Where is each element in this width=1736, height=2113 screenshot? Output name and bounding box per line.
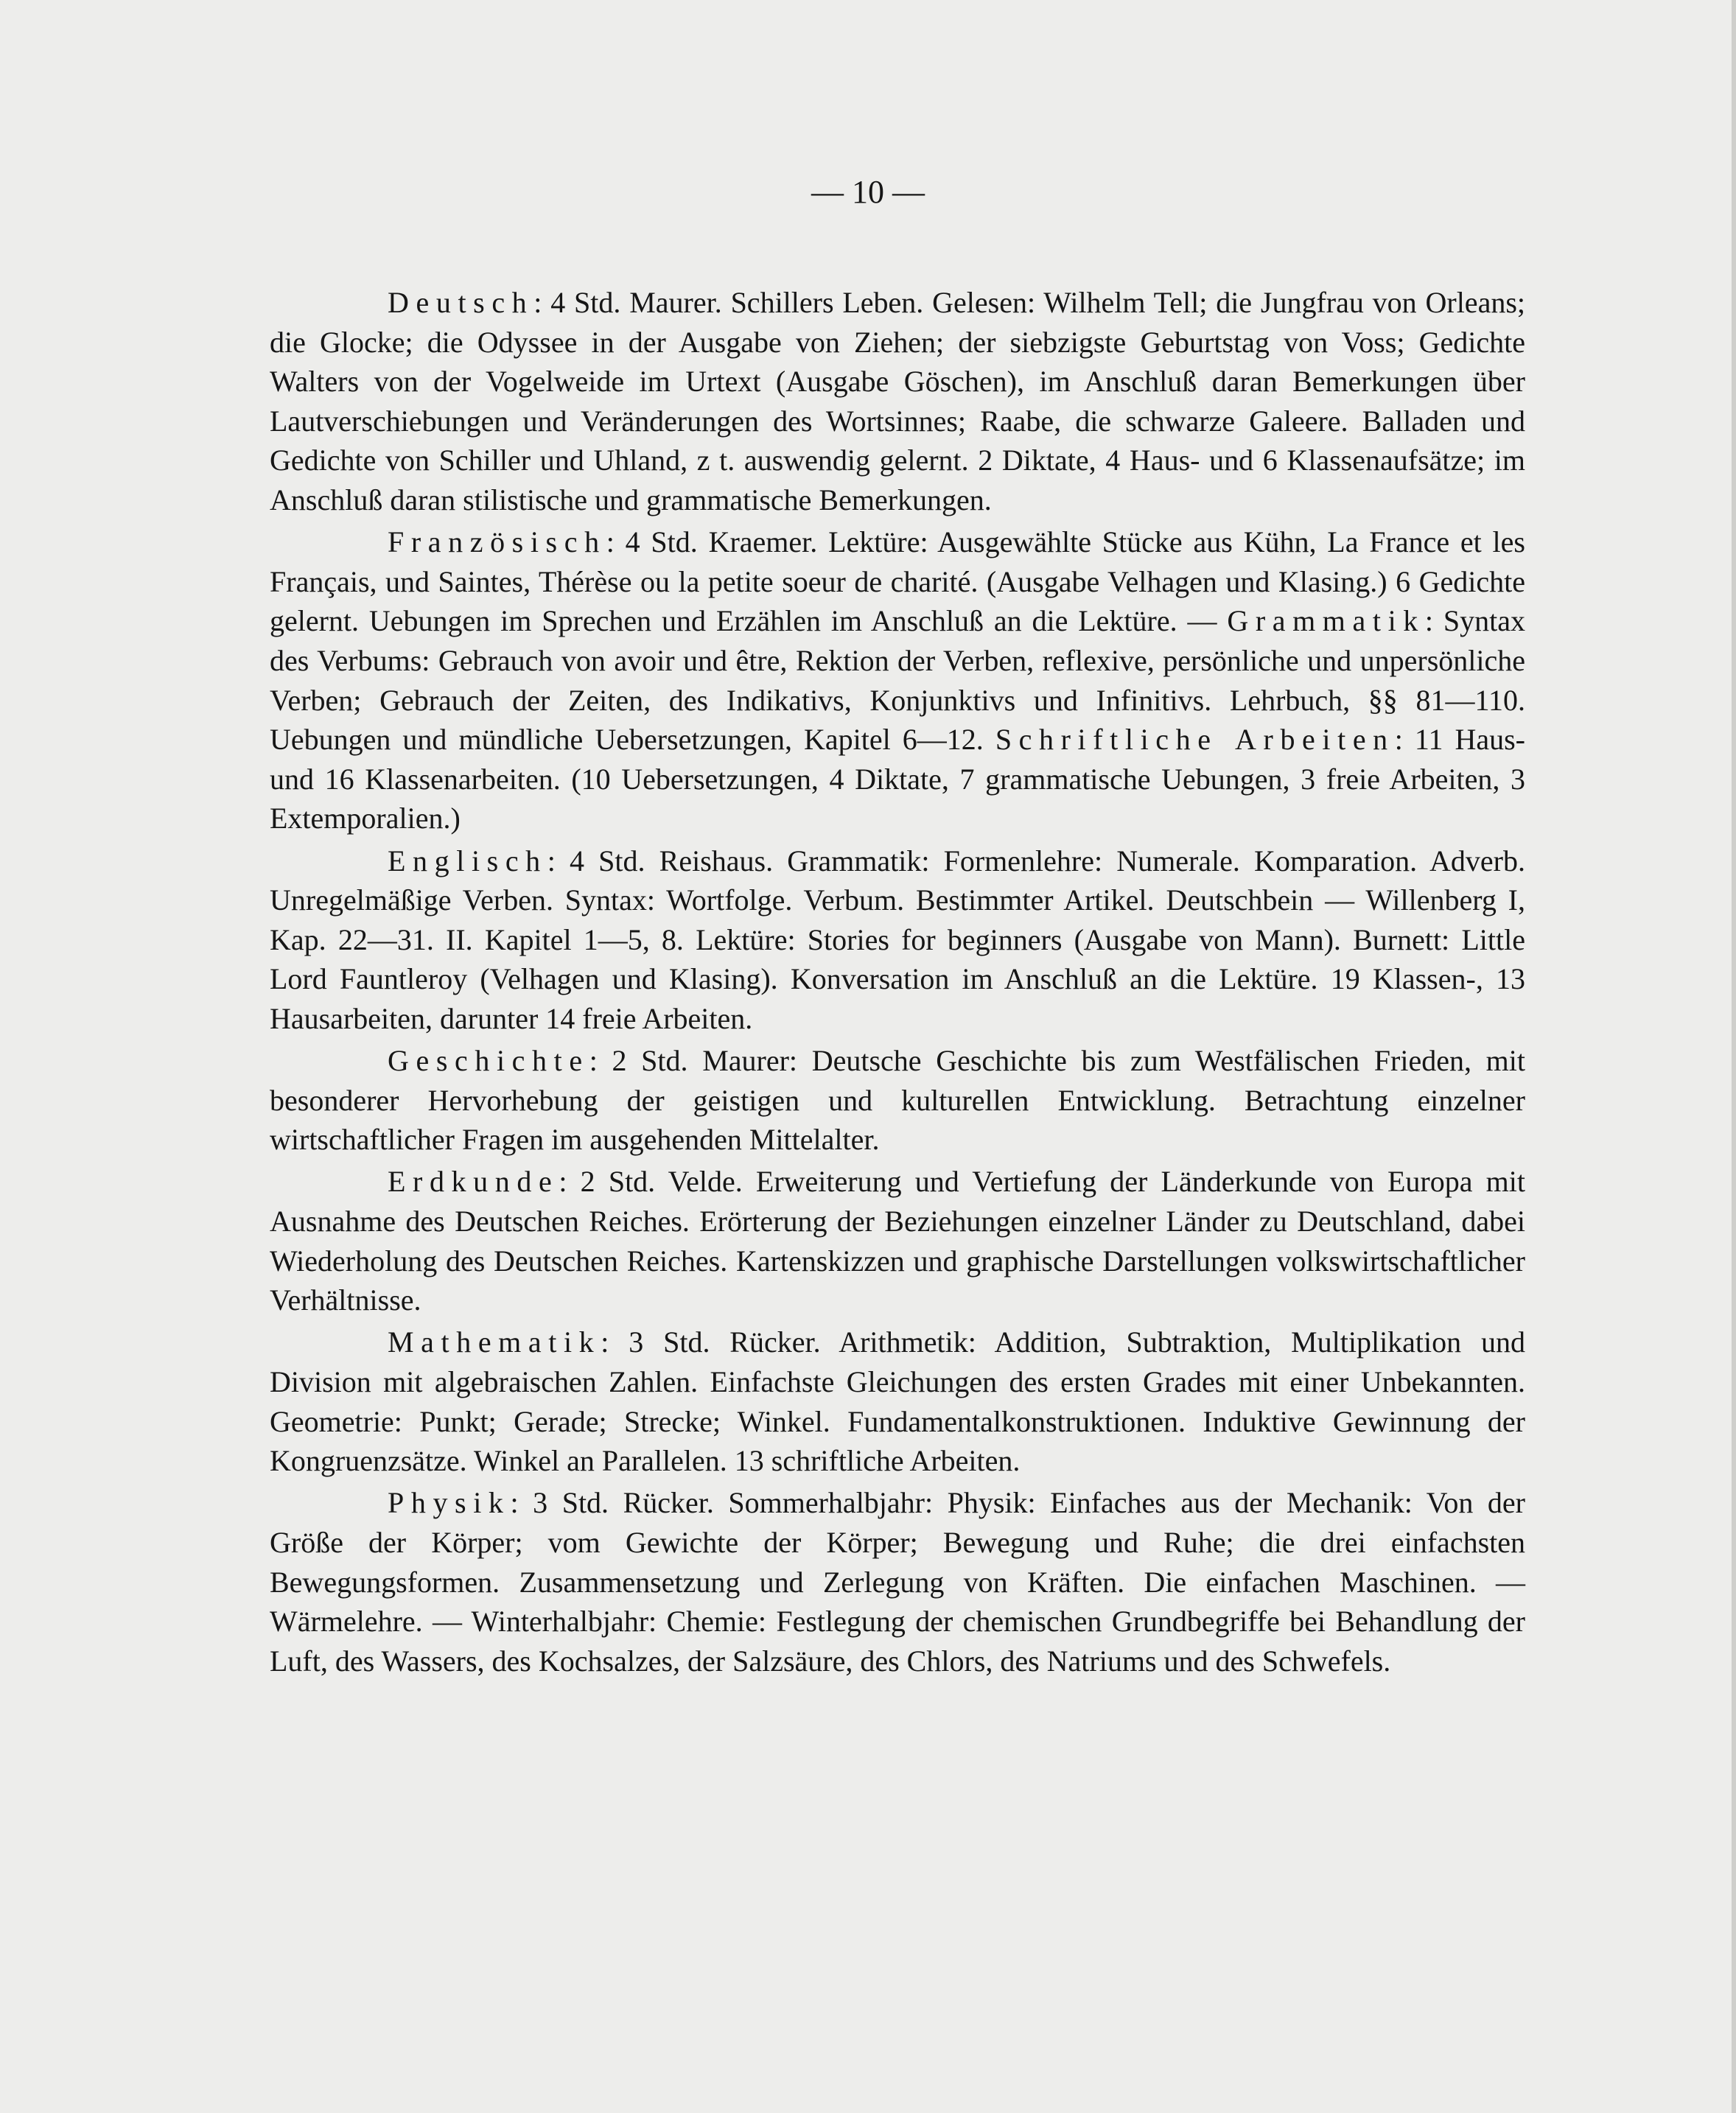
page-number: — 10 — (811, 174, 925, 210)
section-text: : 11 Haus- und 16 Klassenarbeiten. (10 Uebersetzungen, 4 Diktate, 7 grammatische Uebungen, 3 freie Arbeiten, 3 Extemporalien.) (270, 723, 1525, 835)
section-text: 3 Std. Rücker. Sommerhalbjahr: Physik: Einfaches aus der Mechanik: Von der Größe der Körper; vom Gewichte der Körper; Bewegung und Ruhe; die drei einfachsten Bewegungsformen. Zusammensetzung und Zerlegung von Kräften. Die einfachen Maschinen. — Wärmelehre. — Winterhalbjahr: Chemie: Festlegung der chemischen Grundbegriffe bei Behandlung der Luft, des Wassers, des Kochsalzes, der Salzsäure, des Chlors, des Natriums und des Schwefels. (270, 1486, 1525, 1678)
page-edge (1732, 0, 1736, 2113)
subject-heading: Mathematik (388, 1325, 601, 1359)
subject-heading: Französisch (388, 525, 606, 559)
body-text (270, 283, 1525, 1683)
section-text: 4 Std. Maurer. Schillers Leben. Gelesen: Wilhelm Tell; die Jungfrau von Orleans; die Glocke; die Odyssee in der Ausgabe von Ziehen; der siebzigste Geburtstag von Voss; Gedichte Walters von der Vogelweide im Urtext (Ausgabe Göschen), im Anschluß daran Bemerkungen über Lautverschiebungen und Veränderungen des Wortsinnes; Raabe, die schwarze Galeere. Balladen und Gedichte von Schiller und Uhland, z t. auswendig gelernt. 2 Diktate, 4 Haus- und 6 Klassenaufsätze; im Anschluß daran stilistische und grammatische Bemerkungen. (270, 286, 1525, 516)
section-franzoesisch: Französisch: 4 Std. Kraemer. Lektüre: Ausgewählte Stücke aus Kühn, La France et les Français, und Saintes, Thérèse ou la petite soeur de charité. (Ausgabe Velhagen und Klasing.) 6 Gedichte gelernt. Uebungen im Sprechen und Erzählen im Anschluß an die Lektüre. — Grammatik: Syntax des Verbums: Gebrauch von avoir und être, Rektion der Verben, reflexive, persönliche und unpersönliche Verben; Gebrauch der Zeiten, des Indikativs, Konjunktivs und Infinitivs. Lehrbuch, §§ 81—110. Uebungen und mündliche Uebersetzungen, Kapitel 6—12. Schriftliche Arbeiten: 11 Haus- und 16 Klassenarbeiten. (10 Uebersetzungen, 4 Diktate, 7 grammatische Uebungen, 3 freie Arbeiten, 3 Extemporalien.) (270, 525, 1525, 835)
section-geschichte: Geschichte: 2 Std. Maurer: Deutsche Geschichte bis zum Westfälischen Frieden, mit besonderer Hervorhebung der geistigen und kulturellen Entwicklung. Betrachtung einzelner wirtschaftlicher Fragen im ausgehenden Mittelalter. (270, 1044, 1525, 1157)
subject-heading: Geschichte (388, 1044, 589, 1078)
section-text: 3 Std. Rücker. Arithmetik: Addition, Subtraktion, Multiplikation und Division mit algebraischen Zahlen. Einfachste Gleichungen des ersten Grades mit einer Unbekannten. Geometrie: Punkt; Gerade; Strecke; Winkel. Fundamentalkonstruktionen. Induktive Gewinnung der Kongruenzsätze. Winkel an Parallelen. 13 schriftliche Arbeiten. (270, 1325, 1525, 1478)
section-englisch: Englisch: 4 Std. Reishaus. Grammatik: Formenlehre: Numerale. Komparation. Adverb. Unregelmäßige Verben. Syntax: Wortfolge. Verbum. Bestimmter Artikel. Deutschbein — Willenberg I, Kap. 22—31. II. Kapitel 1—5, 8. Lektüre: Stories for beginners (Ausgabe von Mann). Burnett: Little Lord Fauntleroy (Velhagen und Klasing). Konversation im Anschluß an die Lektüre. 19 Klassen-, 13 Hausarbeiten, darunter 14 freie Arbeiten. (270, 844, 1525, 1035)
section-deutsch: Deutsch: 4 Std. Maurer. Schillers Leben. Gelesen: Wilhelm Tell; die Jungfrau von Orleans; die Glocke; die Odyssee in der Ausgabe von Ziehen; der siebzigste Geburtstag von Voss; Gedichte Walters von der Vogelweide im Urtext (Ausgabe Göschen), im Anschluß daran Bemerkungen über Lautverschiebungen und Veränderungen des Wortsinnes; Raabe, die schwarze Galeere. Balladen und Gedichte von Schiller und Uhland, z t. auswendig gelernt. 2 Diktate, 4 Haus- und 6 Klassenaufsätze; im Anschluß daran stilistische und grammatische Bemerkungen. (270, 286, 1525, 516)
section-text: 4 Std. Kraemer. Lektüre: Ausgewählte Stücke aus Kühn, La France et les Français, und Saintes, Thérèse ou la petite soeur de charité. (Ausgabe Velhagen und Klasing.) 6 Gedichte gelernt. Uebungen im Sprechen und Erzählen im Anschluß an die Lektüre. — (270, 525, 1525, 638)
subject-heading: Deutsch (388, 286, 534, 319)
subject-heading: Englisch (388, 844, 547, 877)
grammatik-label: Grammatik (1227, 604, 1425, 638)
section-text: : Syntax des Verbums: Gebrauch von avoir und être, Rektion der Verben, reflexive, persönliche und unpersönliche Verben; Gebrauch der Zeiten, des Indikativs, Konjunktivs und Infinitivs. Lehrbuch, §§ 81—110. Uebungen und mündliche Uebersetzungen, Kapitel 6—12. (270, 604, 1525, 757)
section-erdkunde: Erdkunde: 2 Std. Velde. Erweiterung und Vertiefung der Länderkunde von Europa mit Ausnahme des Deutschen Reiches. Erörterung der Beziehungen einzelner Länder zu Deutschland, dabei Wiederholung des Deutschen Reiches. Kartenskizzen und graphische Darstellungen volkswirtschaftlicher Verhältnisse. (270, 1165, 1525, 1317)
section-physik: Physik: 3 Std. Rücker. Sommerhalbjahr: Physik: Einfaches aus der Mechanik: Von der Größe der Körper; vom Gewichte der Körper; Bewegung und Ruhe; die drei einfachsten Bewegungsformen. Zusammensetzung und Zerlegung von Kräften. Die einfachen Maschinen. — Wärmelehre. — Winterhalbjahr: Chemie: Festlegung der chemischen Grundbegriffe bei Behandlung der Luft, des Wassers, des Kochsalzes, der Salzsäure, des Chlors, des Natriums und des Schwefels. (270, 1486, 1525, 1678)
subject-heading: Physik (388, 1486, 511, 1520)
section-text: 4 Std. Reishaus. Grammatik: Formenlehre: Numerale. Komparation. Adverb. Unregelmäßige Verben. Syntax: Wortfolge. Verbum. Bestimmter Artikel. Deutschbein — Willenberg I, Kap. 22—31. II. Kapitel 1—5, 8. Lektüre: Stories for beginners (Ausgabe von Mann). Burnett: Little Lord Fauntleroy (Velhagen und Klasing). Konversation im Anschluß an die Lektüre. 19 Klassen-, 13 Hausarbeiten, darunter 14 freie Arbeiten. (270, 844, 1525, 1035)
schriftliche-arbeiten-label: Schriftliche Arbeiten (995, 723, 1395, 757)
section-mathematik: Mathematik: 3 Std. Rücker. Arithmetik: Addition, Subtraktion, Multiplikation und Division mit algebraischen Zahlen. Einfachste Gleichungen des ersten Grades mit einer Unbekannten. Geometrie: Punkt; Gerade; Strecke; Winkel. Fundamentalkonstruktionen. Induktive Gewinnung der Kongruenzsätze. Winkel an Parallelen. 13 schriftliche Arbeiten. (270, 1325, 1525, 1478)
section-text: 2 Std. Velde. Erweiterung und Vertiefung der Länderkunde von Europa mit Ausnahme des Deutschen Reiches. Erörterung der Beziehungen einzelner Länder zu Deutschland, dabei Wiederholung des Deutschen Reiches. Kartenskizzen und graphische Darstellungen volkswirtschaftlicher Verhältnisse. (270, 1165, 1525, 1317)
section-text: 2 Std. Maurer: Deutsche Geschichte bis zum Westfälischen Frieden, mit besonderer Hervorhebung der geistigen und kulturellen Entwicklung. Betrachtung einzelner wirtschaftlicher Fragen im ausgehenden Mittelalter. (270, 1044, 1525, 1157)
subject-heading: Erdkunde (388, 1165, 559, 1199)
